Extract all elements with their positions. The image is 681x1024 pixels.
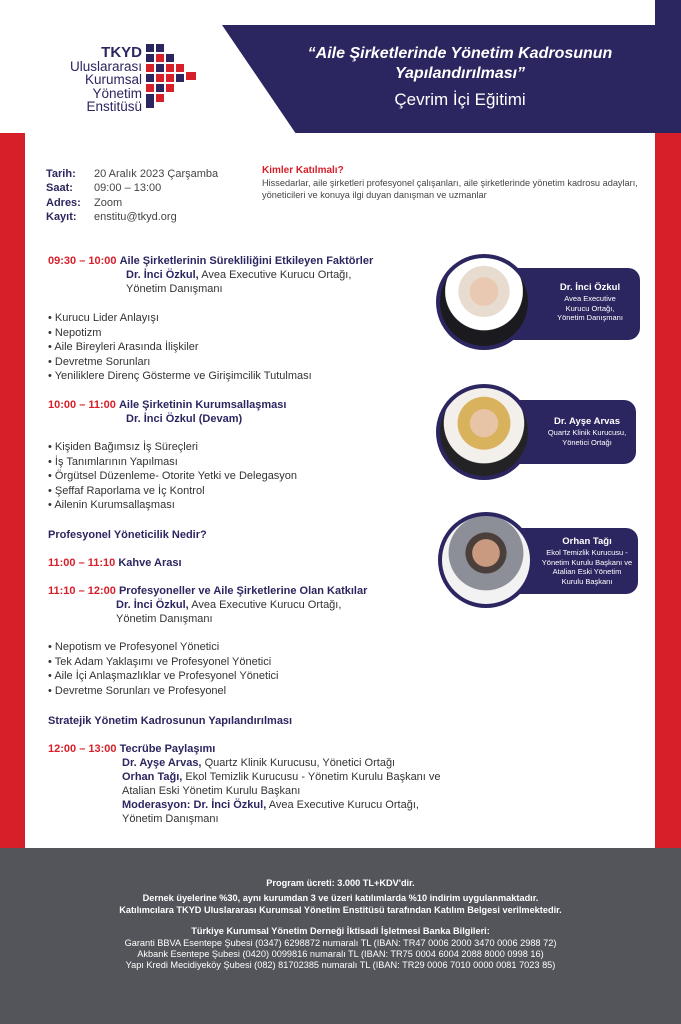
list-item: • Aile Bireyleri Arasında İlişkiler	[48, 340, 428, 355]
session-time: 12:00 – 13:00	[48, 743, 117, 755]
session-3	[48, 584, 448, 698]
event-subtitle: Çevrim İçi Eğitimi	[394, 90, 526, 109]
footer-bank-line: Yapı Kredi Mecidiyeköy Şubesi (082) 81702385 numaralı TL (IBAN: TR29 0006 7010 0000 0081 7023 85)	[125, 960, 556, 971]
time-value: 09:00 – 13:00	[94, 182, 162, 195]
date-label: Tarih:	[46, 168, 76, 180]
audience-heading: Kimler Katılmalı?	[262, 165, 344, 176]
event-title: “Aile Şirketlerinde Yönetim Kadrosunun Yapılandırılması”	[307, 45, 613, 82]
list-item: • Nepotism ve Profesyonel Yönetici	[48, 640, 448, 655]
list-item: • İş Tanımlarının Yapılması	[48, 455, 428, 470]
audience-block	[262, 165, 642, 201]
speaker-role: Yönetici Ortağı	[562, 437, 612, 447]
session-title: Aile Şirketlerinin Sürekliliğini Etkileyen Faktörler	[119, 255, 374, 267]
session-title: Tecrübe Paylaşımı	[119, 743, 216, 755]
right-red-bar	[655, 133, 681, 848]
session-speaker: Dr. İnci Özkul,	[116, 599, 189, 611]
list-item: • Ailenin Kurumsallaşması	[48, 498, 428, 513]
footer-price: Program ücreti: 3.000 TL+KDV'dir.	[266, 878, 415, 888]
section-heading: Profesyonel Yöneticilik Nedir?	[48, 529, 207, 541]
speaker-role: Avea Executive Kurucu Ortağı,	[268, 799, 419, 811]
speaker-role: Atalian Eski Yönetim Kurulu Başkanı	[122, 785, 301, 797]
time-label: Saat:	[46, 182, 73, 195]
list-item: • Aile İçi Anlaşmazlıklar ve Profesyonel Yönetici	[48, 669, 448, 684]
list-item: • Nepotizm	[48, 326, 428, 341]
footer	[0, 848, 681, 1024]
speaker-role: Kurulu Başkanı	[561, 576, 613, 586]
speaker-role: Avea Executive Kurucu Ortağı,	[201, 269, 352, 281]
speaker-role: Avea Executive	[564, 294, 616, 303]
speaker-role: Yönetim Danışmanı	[126, 283, 223, 295]
list-item: • Şeffaf Raporlama ve İç Kontrol	[48, 484, 428, 499]
header-title-block	[300, 44, 620, 112]
session-time: 11:10 – 12:00	[48, 585, 116, 597]
speaker-name: Orhan Tağı	[562, 536, 612, 547]
list-item: • Örgütsel Düzenleme- Otorite Yetki ve Delegasyon	[48, 469, 428, 484]
topic-list	[48, 311, 428, 384]
session-title: Aile Şirketinin Kurumsallaşması	[118, 399, 287, 411]
footer-bank-line: Akbank Esentepe Şubesi (0420) 0099816 numaralı TL (IBAN: TR75 0004 6004 2088 8000 0998 16)	[137, 949, 544, 960]
date-value: 20 Aralık 2023 Çarşamba	[94, 168, 219, 180]
list-item: • Kurucu Lider Anlayışı	[48, 311, 428, 326]
speaker-role: Atalian Eski Yönetim	[552, 567, 622, 576]
left-red-bar	[0, 133, 25, 848]
session-2	[48, 398, 428, 513]
speaker-role: Quartz Klinik Kurucusu,	[547, 428, 627, 437]
break-time: 11:00 – 11:10	[48, 557, 116, 569]
break-title: Kahve Arası	[118, 557, 182, 569]
footer-discount: Dernek üyelerine %30, aynı kurumdan 3 ve üzeri katılımlarda %10 indirim uygulanmaktadır.	[142, 893, 539, 904]
speaker-role: Kurucu Ortağı,	[565, 303, 615, 313]
footer-certificate: Katılımcılara TKYD Uluslararası Kurumsal Yönetim Enstitüsü tarafından Katılım Belgesi verilmektedir.	[119, 904, 562, 915]
list-item: • Kişiden Bağımsız İş Süreçleri	[48, 440, 428, 455]
session-time: 10:00 – 11:00	[48, 399, 116, 411]
speaker-role: Avea Executive Kurucu Ortağı,	[191, 599, 342, 611]
list-item: • Devretme Sorunları ve Profesyonel	[48, 684, 448, 699]
footer-bank-heading: Türkiye Kurumsal Yönetim Derneği İktisadi İşletmesi Banka Bilgileri:	[191, 926, 490, 937]
logo-line: Yönetim	[92, 85, 142, 101]
speaker-role: Yönetim Danışmanı	[557, 313, 623, 322]
corner-block	[655, 0, 681, 25]
topic-list	[48, 440, 428, 513]
session-speaker: Dr. Ayşe Arvas,	[122, 757, 202, 769]
speaker-name: Dr. İnci Özkul	[559, 282, 621, 293]
speaker-role: Yönetim Danışmanı	[116, 613, 213, 625]
speaker-name: Dr. Ayşe Arvas	[553, 416, 620, 427]
list-item: • Yeniliklere Direnç Gösterme ve Girişimcilik Tutulması	[48, 369, 428, 384]
audience-text: Hissedarlar, aile şirketleri profesyonel çalışanları, aile şirketlerinde yönetim kadrosu adayları, yöneticileri ve konuya ilgi duyan danışman ve uzmanlar	[262, 178, 638, 200]
logo-triangle-icon	[144, 42, 200, 110]
footer-bank-line: Garanti BBVA Esentepe Şubesi (0347) 6298872 numaralı TL (IBAN: TR47 0006 2000 3470 0006 2988 72)	[124, 937, 557, 948]
session-speaker: Dr. İnci Özkul (Devam)	[126, 413, 243, 425]
topic-list	[48, 640, 448, 698]
address-label: Adres:	[46, 196, 81, 209]
session-4	[48, 742, 508, 826]
event-info	[46, 167, 218, 224]
logo-abbr: TKYD	[101, 44, 142, 61]
list-item: • Devretme Sorunları	[48, 355, 428, 370]
session-speaker: Orhan Tağı,	[122, 771, 183, 783]
session-speaker: Dr. İnci Özkul,	[126, 269, 199, 281]
registration-email[interactable]: enstitu@tkyd.org	[94, 210, 177, 223]
speaker-photo-2	[436, 384, 532, 480]
list-item: • Tek Adam Yaklaşımı ve Profesyonel Yönetici	[48, 655, 448, 670]
speaker-role: Yönetim Kurulu Başkanı ve	[541, 557, 633, 567]
logo-line: Kurumsal	[84, 72, 142, 87]
logo-line: Uluslararası	[69, 58, 142, 74]
speaker-photo-1	[436, 254, 532, 350]
logo-line: Enstitüsü	[86, 99, 142, 114]
speaker-role: Quartz Klinik Kurucusu, Yönetici Ortağı	[204, 757, 396, 769]
section-heading: Stratejik Yönetim Kadrosunun Yapılandırılması	[48, 715, 293, 727]
logo	[42, 46, 142, 114]
session-time: 09:30 – 10:00	[48, 255, 117, 267]
speaker-role: Ekol Temizlik Kurucusu -	[546, 548, 628, 557]
registration-label: Kayıt:	[46, 210, 77, 223]
session-title: Profesyoneller ve Aile Şirketlerine Olan Katkılar	[118, 585, 368, 597]
moderator: Moderasyon: Dr. İnci Özkul,	[122, 799, 267, 811]
speaker-role: Yönetim Danışmanı	[122, 813, 219, 825]
session-1	[48, 254, 428, 384]
speaker-role: Ekol Temizlik Kurucusu - Yönetim Kurulu Başkanı ve	[185, 771, 441, 783]
coffee-break	[48, 556, 182, 570]
speaker-photo-3	[438, 512, 534, 608]
address-value: Zoom	[94, 196, 123, 209]
